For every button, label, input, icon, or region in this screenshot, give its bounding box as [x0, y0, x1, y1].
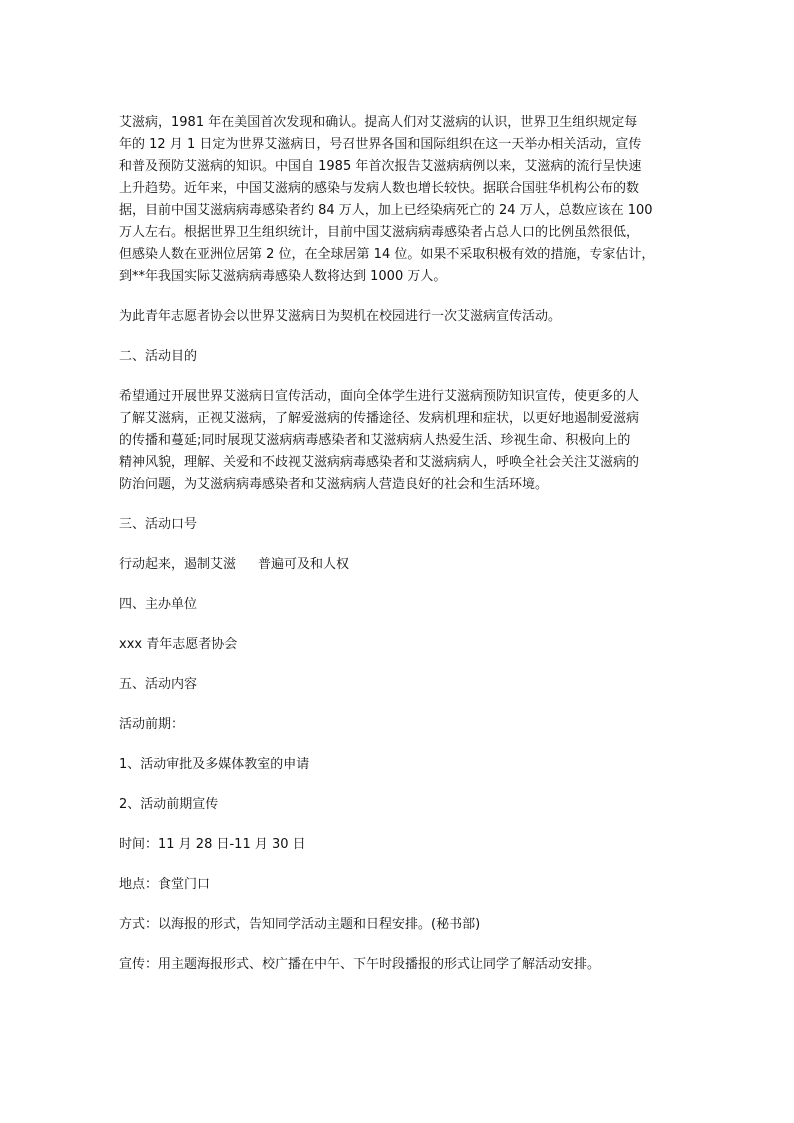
intro-line: 但感染人数在亚洲位居第 2 位，在全球居第 14 位。如果不采取积极有效的措施，专家估计，: [119, 247, 655, 262]
method-line: [119, 914, 676, 936]
intro-line: 艾滋病，1981 年在美国首次发现和确认。提高人们对艾滋病的认识，世界卫生组织规定每: [119, 115, 638, 130]
list-item-approval: [119, 754, 676, 776]
intro-line: 上升趋势。近年来，中国艾滋病的感染与发病人数也增长较快。据联合国驻华机构公布的数: [119, 181, 640, 196]
organizer-name: xxx 青年志愿者协会: [119, 637, 238, 652]
intro-paragraph: [119, 112, 676, 288]
method-text: 方式：以海报的形式，告知同学活动主题和日程安排。(秘书部): [119, 917, 481, 932]
pre-phase-text: 活动前期：: [119, 717, 185, 732]
slogan-part-2: 普遍可及和人权: [258, 557, 350, 572]
list-item-text: 2、活动前期宣传: [119, 797, 219, 812]
section-heading-content: [119, 674, 676, 696]
time-text: 时间：11 月 28 日-11 月 30 日: [119, 837, 306, 852]
document-body: [119, 112, 676, 976]
organizer-paragraph: [119, 634, 676, 656]
intro-line: 到**年我国实际艾滋病病毒感染人数将达到 1000 万人。: [119, 269, 447, 284]
location-text: 地点：食堂门口: [119, 877, 211, 892]
purpose-paragraph: [119, 306, 676, 328]
purpose-detail-line: 了解艾滋病，正视艾滋病，了解爱滋病的传播途径、发病机理和症状，以更好地遏制爱滋病: [119, 411, 640, 426]
list-item-publicity: [119, 794, 676, 816]
purpose-sentence: 为此青年志愿者协会以世界艾滋病日为契机在校园进行一次艾滋病宣传活动。: [119, 309, 562, 324]
section-heading-purpose: [119, 346, 676, 368]
slogan-paragraph: [119, 554, 676, 576]
purpose-detail-line: 防治问题，为艾滋病病毒感染者和艾滋病病人营造良好的社会和生活环境。: [119, 477, 549, 492]
list-item-text: 1、活动审批及多媒体教室的申请: [119, 757, 310, 772]
section-heading-text: 三、活动口号: [119, 517, 198, 532]
section-heading-organizer: [119, 594, 676, 616]
section-heading-text: 二、活动目的: [119, 349, 198, 364]
time-line: [119, 834, 676, 856]
purpose-detail-line: 的传播和蔓延;同时展现艾滋病病毒感染者和艾滋病病人热爱生活、珍视生命、积极向上的: [119, 433, 631, 448]
section-heading-text: 五、活动内容: [119, 677, 198, 692]
intro-line: 年的 12 月 1 日定为世界艾滋病日，号召世界各国和国际组织在这一天举办相关活动，宣传: [119, 137, 642, 152]
intro-line: 万人左右。根据世界卫生组织统计，目前中国艾滋病病毒感染者占总人口的比例虽然很低，: [119, 225, 640, 240]
intro-line: 和普及预防艾滋病的知识。中国自 1985 年首次报告艾滋病病例以来，艾滋病的流行呈快速: [119, 159, 642, 174]
purpose-detail-paragraph: [119, 386, 676, 496]
slogan-line: [119, 554, 676, 576]
intro-line: 据，目前中国艾滋病病毒感染者约 84 万人，加上已经染病死亡的 24 万人，总数应该在 100: [119, 203, 653, 218]
pre-phase-label: [119, 714, 676, 736]
purpose-detail-line: 希望通过开展世界艾滋病日宣传活动，面向全体学生进行艾滋病预防知识宣传，使更多的人: [119, 389, 640, 404]
location-line: [119, 874, 676, 896]
section-heading-text: 四、主办单位: [119, 597, 198, 612]
publicity-line: [119, 954, 676, 976]
purpose-detail-line: 精神风貌，理解、关爱和不歧视艾滋病病毒感染者和艾滋病病人，呼唤全社会关注艾滋病的: [119, 455, 640, 470]
slogan-part-1: 行动起来，遏制艾滋: [119, 557, 237, 572]
publicity-text: 宣传：用主题海报形式、校广播在中午、下午时段播报的形式让同学了解活动安排。: [119, 957, 601, 972]
section-heading-slogan: [119, 514, 676, 536]
